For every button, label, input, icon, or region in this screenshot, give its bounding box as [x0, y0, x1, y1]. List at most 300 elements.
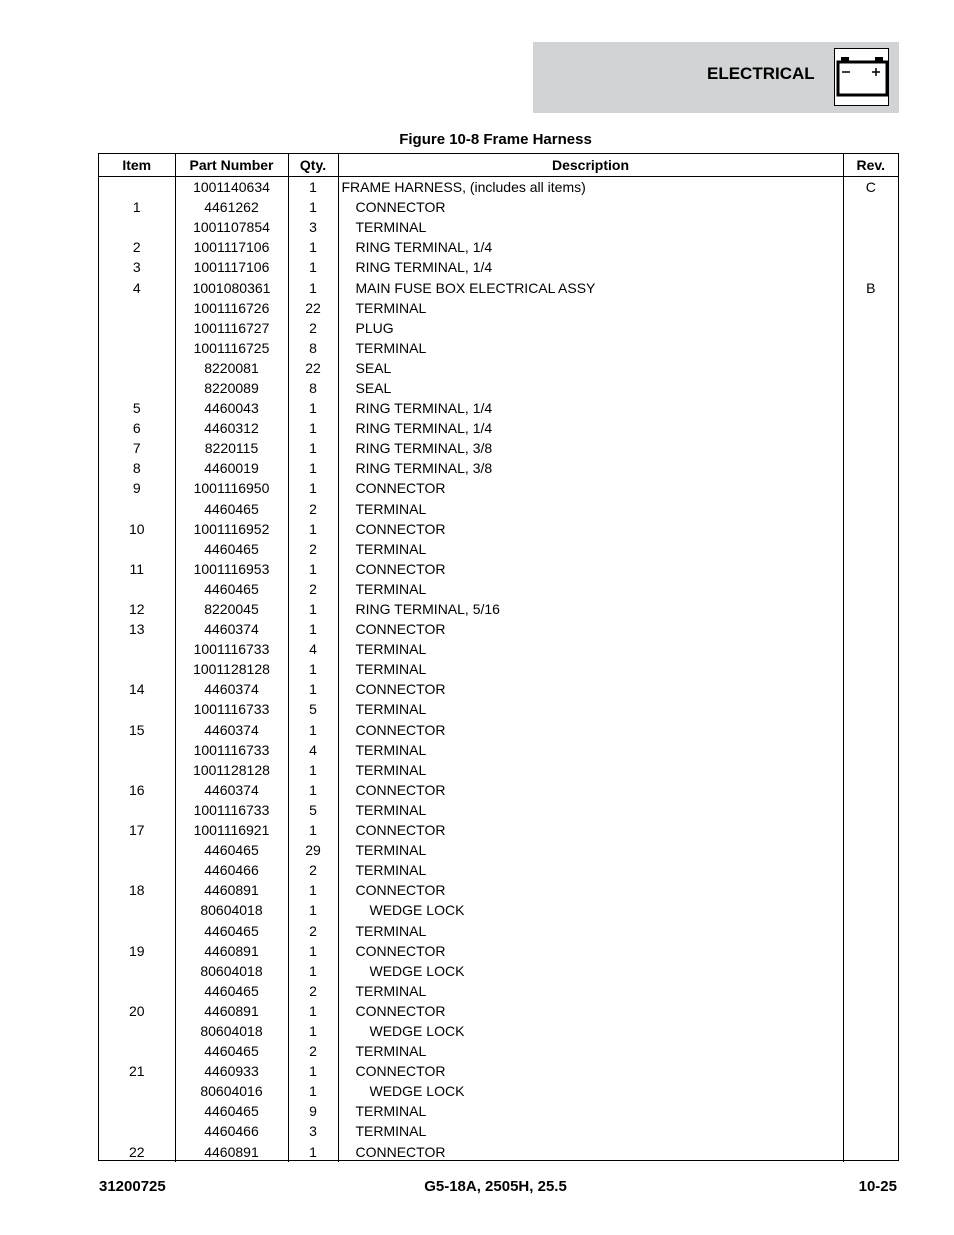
- table-row: [99, 177, 898, 198]
- cell-rev: [843, 920, 898, 940]
- cell-part-number: 1001128128: [175, 760, 288, 780]
- cell-part-number: 1001116733: [175, 639, 288, 659]
- footer-doc-number: 31200725: [99, 1178, 166, 1195]
- cell-qty: 1: [288, 961, 338, 981]
- table-row: [99, 599, 898, 619]
- cell-part-number: 1001117106: [175, 257, 288, 277]
- cell-qty: 1: [288, 197, 338, 217]
- cell-rev: B: [843, 277, 898, 297]
- table-row: [99, 539, 898, 559]
- cell-description: WEDGE LOCK: [338, 900, 843, 920]
- cell-item: [99, 358, 175, 378]
- column-header-description: Description: [338, 154, 843, 177]
- cell-rev: [843, 358, 898, 378]
- table-row: [99, 800, 898, 820]
- cell-qty: 2: [288, 539, 338, 559]
- table-row: [99, 1081, 898, 1101]
- cell-item: [99, 760, 175, 780]
- cell-qty: 1: [288, 177, 338, 198]
- cell-part-number: 80604018: [175, 1021, 288, 1041]
- cell-item: [99, 1101, 175, 1121]
- table-row: [99, 639, 898, 659]
- table-row: [99, 318, 898, 338]
- table-row: [99, 237, 898, 257]
- cell-rev: [843, 760, 898, 780]
- cell-qty: 4: [288, 639, 338, 659]
- table-row: [99, 920, 898, 940]
- table-body: [99, 177, 898, 1162]
- table-row: [99, 458, 898, 478]
- cell-part-number: 4460891: [175, 1142, 288, 1162]
- cell-part-number: 1001128128: [175, 659, 288, 679]
- cell-qty: 1: [288, 599, 338, 619]
- cell-description: CONNECTOR: [338, 820, 843, 840]
- table-header-row: [99, 154, 898, 177]
- footer-page-number: 10-25: [858, 1178, 897, 1195]
- cell-item: [99, 298, 175, 318]
- cell-qty: 4: [288, 740, 338, 760]
- cell-part-number: 4460374: [175, 780, 288, 800]
- cell-rev: [843, 599, 898, 619]
- cell-qty: 22: [288, 298, 338, 318]
- cell-part-number: 4460465: [175, 539, 288, 559]
- cell-item: 15: [128, 721, 145, 738]
- cell-rev: [843, 1142, 898, 1162]
- cell-item: 6: [132, 420, 141, 437]
- cell-description: WEDGE LOCK: [338, 961, 843, 981]
- cell-item: [99, 800, 175, 820]
- table-row: [99, 961, 898, 981]
- cell-item: [99, 579, 175, 599]
- cell-description: CONNECTOR: [338, 619, 843, 639]
- cell-description: RING TERMINAL, 1/4: [338, 398, 843, 418]
- cell-description: MAIN FUSE BOX ELECTRICAL ASSY: [338, 277, 843, 297]
- cell-description: TERMINAL: [338, 981, 843, 1001]
- cell-rev: [843, 1001, 898, 1021]
- cell-qty: 1: [288, 559, 338, 579]
- cell-qty: 1: [288, 478, 338, 498]
- cell-part-number: 4461262: [175, 197, 288, 217]
- cell-description: CONNECTOR: [338, 880, 843, 900]
- cell-part-number: 4460465: [175, 981, 288, 1001]
- cell-part-number: 1001116733: [175, 800, 288, 820]
- table-row: [99, 438, 898, 458]
- cell-part-number: 1001116950: [175, 478, 288, 498]
- cell-qty: 3: [288, 1121, 338, 1141]
- cell-rev: [843, 941, 898, 961]
- cell-description: TERMINAL: [338, 800, 843, 820]
- table-row: [99, 358, 898, 378]
- cell-rev: [843, 519, 898, 539]
- table-row: [99, 298, 898, 318]
- cell-description: CONNECTOR: [338, 1142, 843, 1162]
- table-row: [99, 840, 898, 860]
- cell-rev: [843, 840, 898, 860]
- cell-item: 17: [128, 822, 145, 839]
- column-header-part-number: Part Number: [175, 154, 288, 177]
- table-row: [99, 277, 898, 297]
- cell-qty: 1: [288, 659, 338, 679]
- cell-qty: 1: [288, 1001, 338, 1021]
- table-row: [99, 418, 898, 438]
- cell-description: CONNECTOR: [338, 679, 843, 699]
- cell-rev: [843, 961, 898, 981]
- cell-rev: [843, 1081, 898, 1101]
- cell-rev: [843, 499, 898, 519]
- cell-qty: 1: [288, 820, 338, 840]
- cell-qty: 1: [288, 458, 338, 478]
- cell-description: WEDGE LOCK: [338, 1021, 843, 1041]
- cell-item: [99, 1021, 175, 1041]
- cell-item: [99, 740, 175, 760]
- cell-rev: [843, 820, 898, 840]
- table-row: [99, 760, 898, 780]
- cell-description: RING TERMINAL, 5/16: [338, 599, 843, 619]
- cell-description: TERMINAL: [338, 217, 843, 237]
- cell-rev: [843, 1121, 898, 1141]
- table-row: [99, 740, 898, 760]
- cell-qty: 5: [288, 699, 338, 719]
- cell-part-number: 4460466: [175, 1121, 288, 1141]
- parts-table: [98, 153, 899, 1161]
- cell-item: [99, 981, 175, 1001]
- cell-description: RING TERMINAL, 1/4: [338, 418, 843, 438]
- cell-item: 1: [132, 199, 141, 216]
- cell-description: RING TERMINAL, 3/8: [338, 458, 843, 478]
- cell-qty: 9: [288, 1101, 338, 1121]
- cell-part-number: 4460043: [175, 398, 288, 418]
- cell-item: 19: [128, 942, 145, 959]
- cell-item: [99, 1081, 175, 1101]
- cell-part-number: 8220089: [175, 378, 288, 398]
- cell-rev: C: [843, 177, 898, 198]
- cell-description: CONNECTOR: [338, 780, 843, 800]
- cell-qty: 2: [288, 579, 338, 599]
- cell-description: TERMINAL: [338, 920, 843, 940]
- cell-rev: [843, 318, 898, 338]
- cell-part-number: 1001116921: [175, 820, 288, 840]
- cell-item: [99, 699, 175, 719]
- table-row: [99, 720, 898, 740]
- cell-description: TERMINAL: [338, 539, 843, 559]
- cell-description: CONNECTOR: [338, 559, 843, 579]
- cell-description: TERMINAL: [338, 659, 843, 679]
- cell-part-number: 1001116725: [175, 338, 288, 358]
- cell-part-number: 4460465: [175, 1041, 288, 1061]
- cell-part-number: 1001107854: [175, 217, 288, 237]
- cell-item: [99, 177, 175, 198]
- cell-item: 8: [132, 460, 141, 477]
- cell-rev: [843, 1021, 898, 1041]
- table-row: [99, 1142, 898, 1162]
- table-row: [99, 679, 898, 699]
- cell-rev: [843, 257, 898, 277]
- cell-description: TERMINAL: [338, 298, 843, 318]
- cell-description: CONNECTOR: [338, 941, 843, 961]
- cell-description: CONNECTOR: [338, 1061, 843, 1081]
- cell-qty: 2: [288, 499, 338, 519]
- cell-part-number: 4460465: [175, 920, 288, 940]
- table-row: [99, 900, 898, 920]
- cell-part-number: 4460465: [175, 1101, 288, 1121]
- cell-qty: 3: [288, 217, 338, 237]
- cell-item: [99, 217, 175, 237]
- cell-part-number: 4460465: [175, 840, 288, 860]
- section-title: ELECTRICAL: [707, 64, 815, 83]
- cell-item: 11: [129, 560, 145, 577]
- cell-part-number: 1001116726: [175, 298, 288, 318]
- cell-qty: 1: [288, 941, 338, 961]
- cell-part-number: 4460465: [175, 499, 288, 519]
- cell-item: 14: [128, 681, 145, 698]
- cell-description: TERMINAL: [338, 699, 843, 719]
- cell-rev: [843, 981, 898, 1001]
- cell-part-number: 1001116952: [175, 519, 288, 539]
- cell-qty: 1: [288, 1021, 338, 1041]
- cell-qty: 1: [288, 679, 338, 699]
- cell-description: CONNECTOR: [338, 720, 843, 740]
- cell-part-number: 1001116733: [175, 740, 288, 760]
- table-row: [99, 579, 898, 599]
- table-row: [99, 1061, 898, 1081]
- cell-part-number: 80604016: [175, 1081, 288, 1101]
- cell-qty: 5: [288, 800, 338, 820]
- cell-item: [99, 539, 175, 559]
- cell-description: WEDGE LOCK: [338, 1081, 843, 1101]
- cell-qty: 2: [288, 920, 338, 940]
- cell-part-number: 4460933: [175, 1061, 288, 1081]
- table-row: [99, 197, 898, 217]
- table-row: [99, 559, 898, 579]
- cell-part-number: 8220081: [175, 358, 288, 378]
- cell-description: TERMINAL: [338, 840, 843, 860]
- cell-part-number: 8220115: [175, 438, 288, 458]
- cell-description: PLUG: [338, 318, 843, 338]
- cell-qty: 1: [288, 780, 338, 800]
- table-row: [99, 499, 898, 519]
- cell-item: [99, 318, 175, 338]
- table-row: [99, 659, 898, 679]
- cell-description: RING TERMINAL, 1/4: [338, 237, 843, 257]
- cell-item: [99, 499, 175, 519]
- table-row: [99, 820, 898, 840]
- cell-description: CONNECTOR: [338, 197, 843, 217]
- cell-qty: 1: [288, 277, 338, 297]
- table-row: [99, 860, 898, 880]
- cell-qty: 29: [288, 840, 338, 860]
- cell-description: TERMINAL: [338, 740, 843, 760]
- cell-rev: [843, 720, 898, 740]
- cell-rev: [843, 237, 898, 257]
- cell-item: 2: [132, 239, 141, 256]
- cell-item: 9: [132, 480, 141, 497]
- cell-part-number: 1001080361: [175, 277, 288, 297]
- cell-description: TERMINAL: [338, 1101, 843, 1121]
- cell-item: [99, 659, 175, 679]
- cell-item: 5: [132, 400, 141, 417]
- cell-item: [99, 1041, 175, 1061]
- battery-icon: [834, 48, 889, 106]
- table-row: [99, 880, 898, 900]
- cell-item: 3: [132, 259, 141, 276]
- cell-rev: [843, 639, 898, 659]
- cell-rev: [843, 860, 898, 880]
- cell-rev: [843, 559, 898, 579]
- figure-title: Figure 10-8 Frame Harness: [399, 131, 592, 148]
- cell-qty: 1: [288, 619, 338, 639]
- cell-qty: 1: [288, 1081, 338, 1101]
- cell-rev: [843, 418, 898, 438]
- cell-item: 10: [128, 520, 145, 537]
- cell-rev: [843, 800, 898, 820]
- cell-rev: [843, 780, 898, 800]
- cell-item: [99, 840, 175, 860]
- table-row: [99, 1101, 898, 1121]
- cell-part-number: 8220045: [175, 599, 288, 619]
- cell-description: TERMINAL: [338, 760, 843, 780]
- table-row: [99, 699, 898, 719]
- cell-part-number: 80604018: [175, 961, 288, 981]
- cell-item: 16: [128, 781, 145, 798]
- cell-item: [99, 1121, 175, 1141]
- table-row: [99, 1021, 898, 1041]
- cell-rev: [843, 1061, 898, 1081]
- cell-item: [99, 378, 175, 398]
- table-row: [99, 217, 898, 237]
- cell-rev: [843, 679, 898, 699]
- cell-part-number: 4460466: [175, 860, 288, 880]
- cell-part-number: 1001116953: [175, 559, 288, 579]
- cell-part-number: 4460465: [175, 579, 288, 599]
- cell-rev: [843, 619, 898, 639]
- cell-item: [99, 900, 175, 920]
- column-header-item: Item: [99, 154, 175, 177]
- cell-description: TERMINAL: [338, 1121, 843, 1141]
- cell-qty: 1: [288, 257, 338, 277]
- cell-description: TERMINAL: [338, 860, 843, 880]
- cell-qty: 22: [288, 358, 338, 378]
- cell-qty: 2: [288, 318, 338, 338]
- cell-rev: [843, 1101, 898, 1121]
- cell-rev: [843, 298, 898, 318]
- cell-item: [99, 860, 175, 880]
- column-header-rev: Rev.: [843, 154, 898, 177]
- table-row: [99, 619, 898, 639]
- cell-rev: [843, 217, 898, 237]
- table-row: [99, 257, 898, 277]
- cell-part-number: 1001116733: [175, 699, 288, 719]
- cell-description: RING TERMINAL, 1/4: [338, 257, 843, 277]
- cell-qty: 1: [288, 880, 338, 900]
- cell-rev: [843, 659, 898, 679]
- cell-item: 4: [132, 279, 141, 296]
- cell-part-number: 4460891: [175, 941, 288, 961]
- table-row: [99, 981, 898, 1001]
- cell-rev: [843, 398, 898, 418]
- cell-item: [99, 639, 175, 659]
- cell-description: RING TERMINAL, 3/8: [338, 438, 843, 458]
- cell-part-number: 1001140634: [175, 177, 288, 198]
- cell-qty: 2: [288, 981, 338, 1001]
- footer-model: G5-18A, 2505H, 25.5: [424, 1178, 567, 1195]
- cell-description: CONNECTOR: [338, 1001, 843, 1021]
- cell-rev: [843, 478, 898, 498]
- cell-description: TERMINAL: [338, 338, 843, 358]
- cell-description: SEAL: [338, 358, 843, 378]
- cell-part-number: 4460374: [175, 720, 288, 740]
- cell-description: CONNECTOR: [338, 478, 843, 498]
- table-row: [99, 1041, 898, 1061]
- cell-qty: 2: [288, 1041, 338, 1061]
- cell-rev: [843, 699, 898, 719]
- table-row: [99, 338, 898, 358]
- table-row: [99, 1121, 898, 1141]
- cell-qty: 1: [288, 398, 338, 418]
- cell-qty: 1: [288, 900, 338, 920]
- cell-rev: [843, 900, 898, 920]
- cell-item: 22: [128, 1143, 145, 1160]
- cell-part-number: 1001116727: [175, 318, 288, 338]
- cell-part-number: 4460374: [175, 679, 288, 699]
- cell-part-number: 4460374: [175, 619, 288, 639]
- cell-part-number: 4460891: [175, 880, 288, 900]
- cell-rev: [843, 880, 898, 900]
- cell-rev: [843, 740, 898, 760]
- cell-item: 13: [128, 621, 145, 638]
- cell-description: TERMINAL: [338, 499, 843, 519]
- cell-rev: [843, 579, 898, 599]
- table-row: [99, 478, 898, 498]
- cell-item: 21: [128, 1063, 145, 1080]
- cell-qty: 8: [288, 338, 338, 358]
- table-row: [99, 378, 898, 398]
- cell-rev: [843, 378, 898, 398]
- table-row: [99, 519, 898, 539]
- cell-qty: 2: [288, 860, 338, 880]
- cell-part-number: 4460312: [175, 418, 288, 438]
- cell-part-number: 4460019: [175, 458, 288, 478]
- cell-rev: [843, 539, 898, 559]
- cell-item: 20: [128, 1002, 145, 1019]
- cell-item: 18: [128, 882, 145, 899]
- cell-rev: [843, 197, 898, 217]
- cell-qty: 1: [288, 1142, 338, 1162]
- cell-description: FRAME HARNESS, (includes all items): [338, 177, 843, 198]
- cell-description: TERMINAL: [338, 1041, 843, 1061]
- cell-qty: 1: [288, 760, 338, 780]
- cell-description: TERMINAL: [338, 639, 843, 659]
- cell-item: [99, 961, 175, 981]
- cell-part-number: 1001117106: [175, 237, 288, 257]
- cell-rev: [843, 1041, 898, 1061]
- cell-qty: 1: [288, 519, 338, 539]
- cell-part-number: 80604018: [175, 900, 288, 920]
- cell-description: CONNECTOR: [338, 519, 843, 539]
- table-row: [99, 1001, 898, 1021]
- cell-item: [99, 338, 175, 358]
- cell-rev: [843, 458, 898, 478]
- cell-part-number: 4460891: [175, 1001, 288, 1021]
- cell-qty: 1: [288, 237, 338, 257]
- cell-qty: 8: [288, 378, 338, 398]
- cell-item: 12: [128, 601, 145, 618]
- cell-qty: 1: [288, 438, 338, 458]
- cell-qty: 1: [288, 418, 338, 438]
- cell-description: SEAL: [338, 378, 843, 398]
- cell-qty: 1: [288, 1061, 338, 1081]
- cell-description: TERMINAL: [338, 579, 843, 599]
- table-row: [99, 941, 898, 961]
